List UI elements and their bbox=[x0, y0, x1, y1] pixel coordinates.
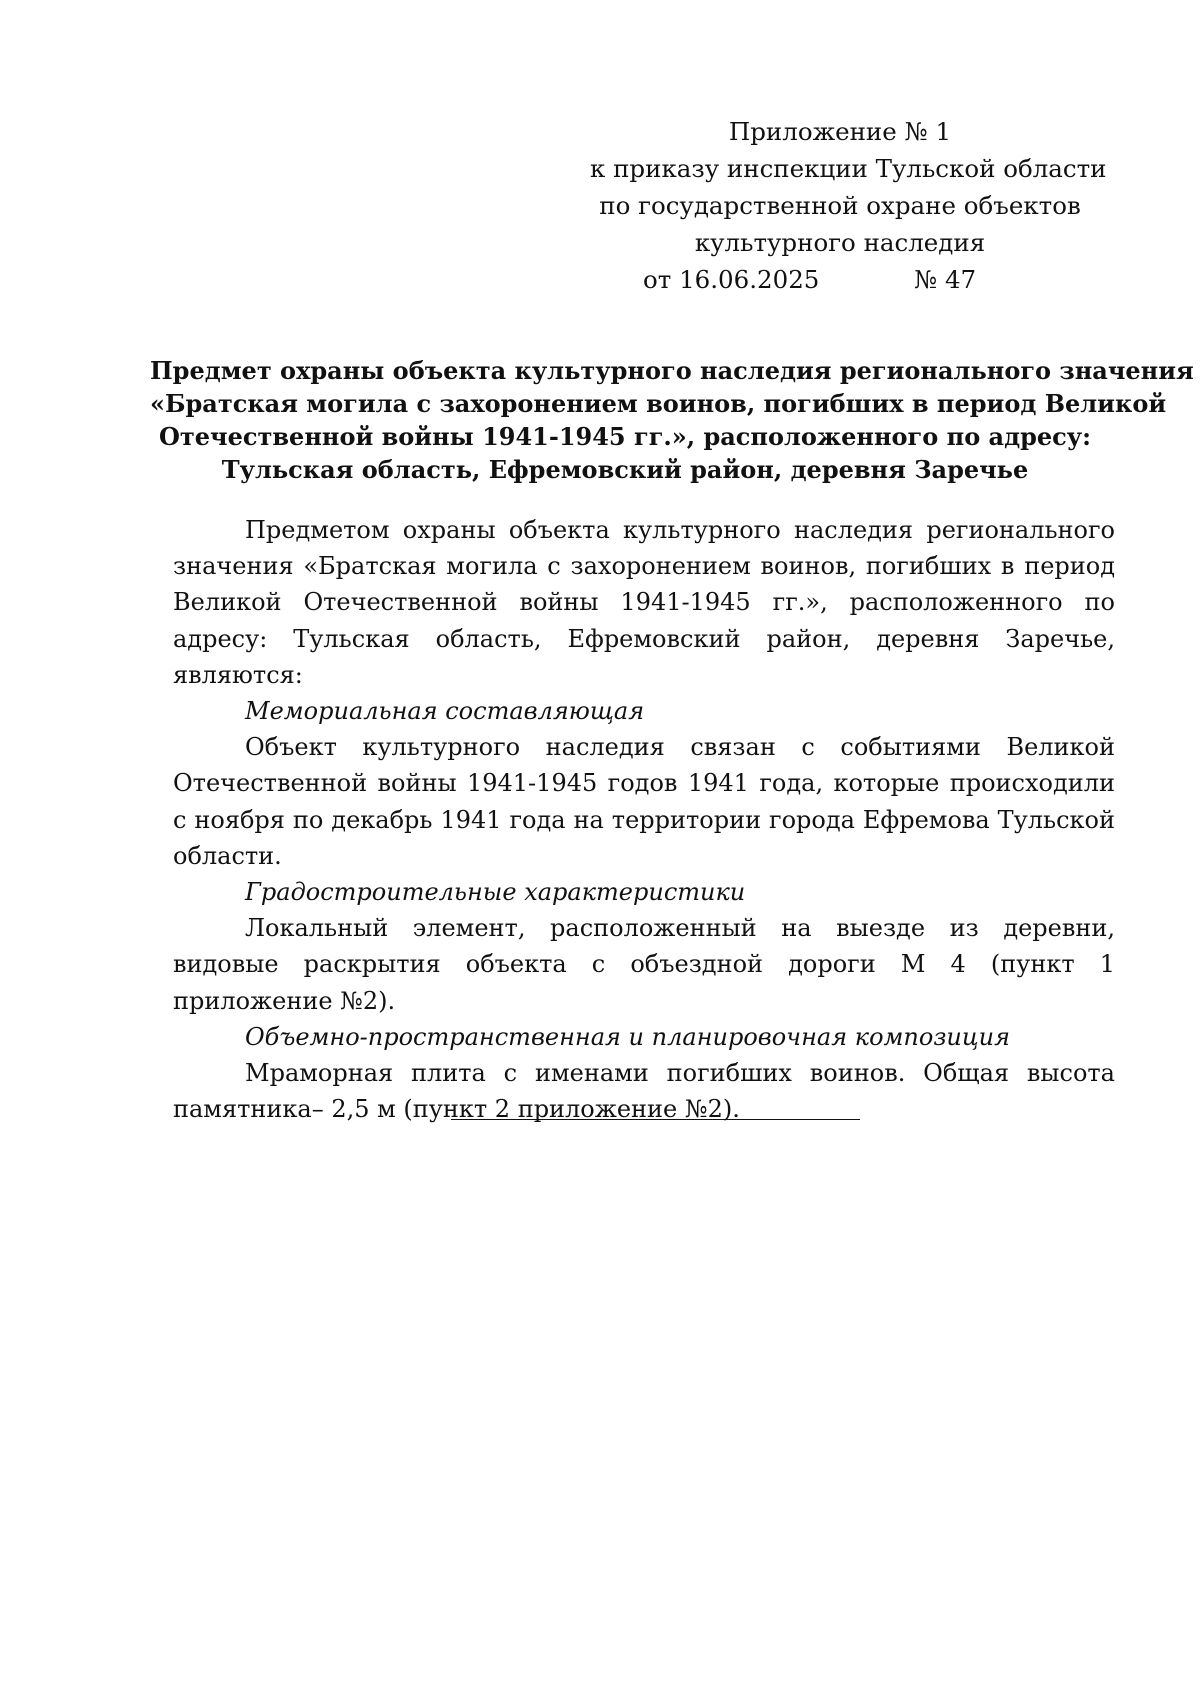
intro-paragraph: Предметом охраны объекта культурного наследия регионального значения «Братская могила с захоронением воинов, погибших в период Великой Отечественной войны 1941-1945 гг.», расположенного по адресу: Тульская область, Ефремовский район, деревня Заречье, являются: bbox=[173, 516, 1115, 689]
section-heading-urban-planning: Градостроительные характеристики bbox=[245, 878, 746, 907]
order-date-line bbox=[590, 261, 1090, 298]
order-reference-line-1: к приказу инспекции Тульской области bbox=[590, 154, 1107, 183]
section-text-memorial: Объект культурного наследия связан с событиями Великой Отечественной войны 1941-1945 годов 1941 года, которые происходили с ноября по декабрь 1941 года на территории города Ефремова Тульской области. bbox=[173, 733, 1115, 870]
document-title bbox=[150, 354, 1194, 486]
order-number: № 47 bbox=[914, 265, 977, 294]
appendix-header bbox=[590, 113, 1107, 298]
closing-divider-line bbox=[451, 1119, 860, 1120]
document-body bbox=[173, 512, 1115, 1127]
section-heading-memorial: Мемориальная составляющая bbox=[245, 697, 645, 726]
section-text-composition: Мраморная плита с именами погибших воинов. Общая высота памятника– 2,5 м (пункт 2 приложение №2). bbox=[173, 1059, 1115, 1124]
title-line-3: Отечественной войны 1941-1945 гг.», расположенного по адресу: bbox=[159, 422, 1091, 451]
order-reference-line-3: культурного наследия bbox=[694, 228, 986, 257]
section-text-urban-planning: Локальный элемент, расположенный на выезде из деревни, видовые раскрытия объекта с объездной дороги М 4 (пункт 1 приложение №2). bbox=[173, 914, 1115, 1015]
title-line-2: «Братская могила с захоронением воинов, погибших в период Великой bbox=[150, 389, 1167, 418]
appendix-number: Приложение № 1 bbox=[728, 117, 952, 146]
order-date: от 16.06.2025 bbox=[643, 265, 820, 294]
title-line-1: Предмет охраны объекта культурного наследия регионального значения bbox=[150, 356, 1194, 385]
order-reference-line-2: по государственной охране объектов bbox=[599, 191, 1081, 220]
section-heading-composition: Объемно-пространственная и планировочная композиция bbox=[245, 1022, 1010, 1051]
title-line-4: Тульская область, Ефремовский район, деревня Заречье bbox=[221, 455, 1029, 484]
